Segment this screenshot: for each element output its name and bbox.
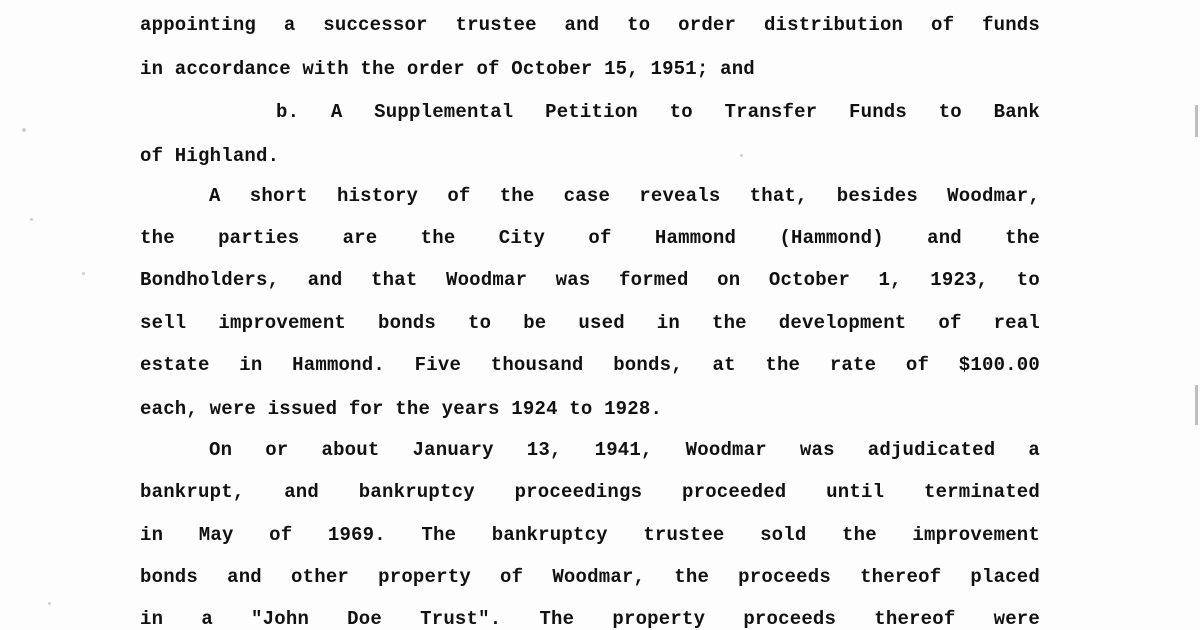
text-line-10: each, were issued for the years 1924 to 1928.: [140, 398, 663, 420]
text-line-11: On or about January 13, 1941, Woodmar was adjudicated a: [209, 439, 1040, 461]
text-line-15: in a "John Doe Trust". The property proceeds thereof were: [140, 608, 1040, 630]
text-line-4: of Highland.: [140, 145, 280, 167]
scan-speck: [740, 154, 743, 157]
text-line-6: the parties are the City of Hammond (Hammond) and the: [140, 227, 1040, 249]
text-line-14: bonds and other property of Woodmar, the proceeds thereof placed: [140, 566, 1040, 588]
text-line-3: b. A Supplemental Petition to Transfer Funds to Bank: [276, 101, 1040, 123]
scan-speck: [82, 272, 85, 275]
text-line-9: estate in Hammond. Five thousand bonds, at the rate of $100.00: [140, 354, 1040, 376]
scan-edge-mark: [1195, 385, 1198, 425]
scan-speck: [48, 602, 51, 605]
text-line-13: in May of 1969. The bankruptcy trustee sold the improvement: [140, 524, 1040, 546]
scan-speck: [22, 128, 26, 132]
text-line-1: appointing a successor trustee and to order distribution of funds: [140, 14, 1040, 36]
scan-speck: [30, 218, 33, 221]
scan-edge-mark: [1195, 105, 1198, 137]
text-line-2: in accordance with the order of October 15, 1951; and: [140, 58, 755, 80]
text-line-8: sell improvement bonds to be used in the development of real: [140, 312, 1040, 334]
text-line-5: A short history of the case reveals that, besides Woodmar,: [209, 185, 1040, 207]
text-line-12: bankrupt, and bankruptcy proceedings proceeded until terminated: [140, 481, 1040, 503]
text-line-7: Bondholders, and that Woodmar was formed on October 1, 1923, to: [140, 269, 1040, 291]
